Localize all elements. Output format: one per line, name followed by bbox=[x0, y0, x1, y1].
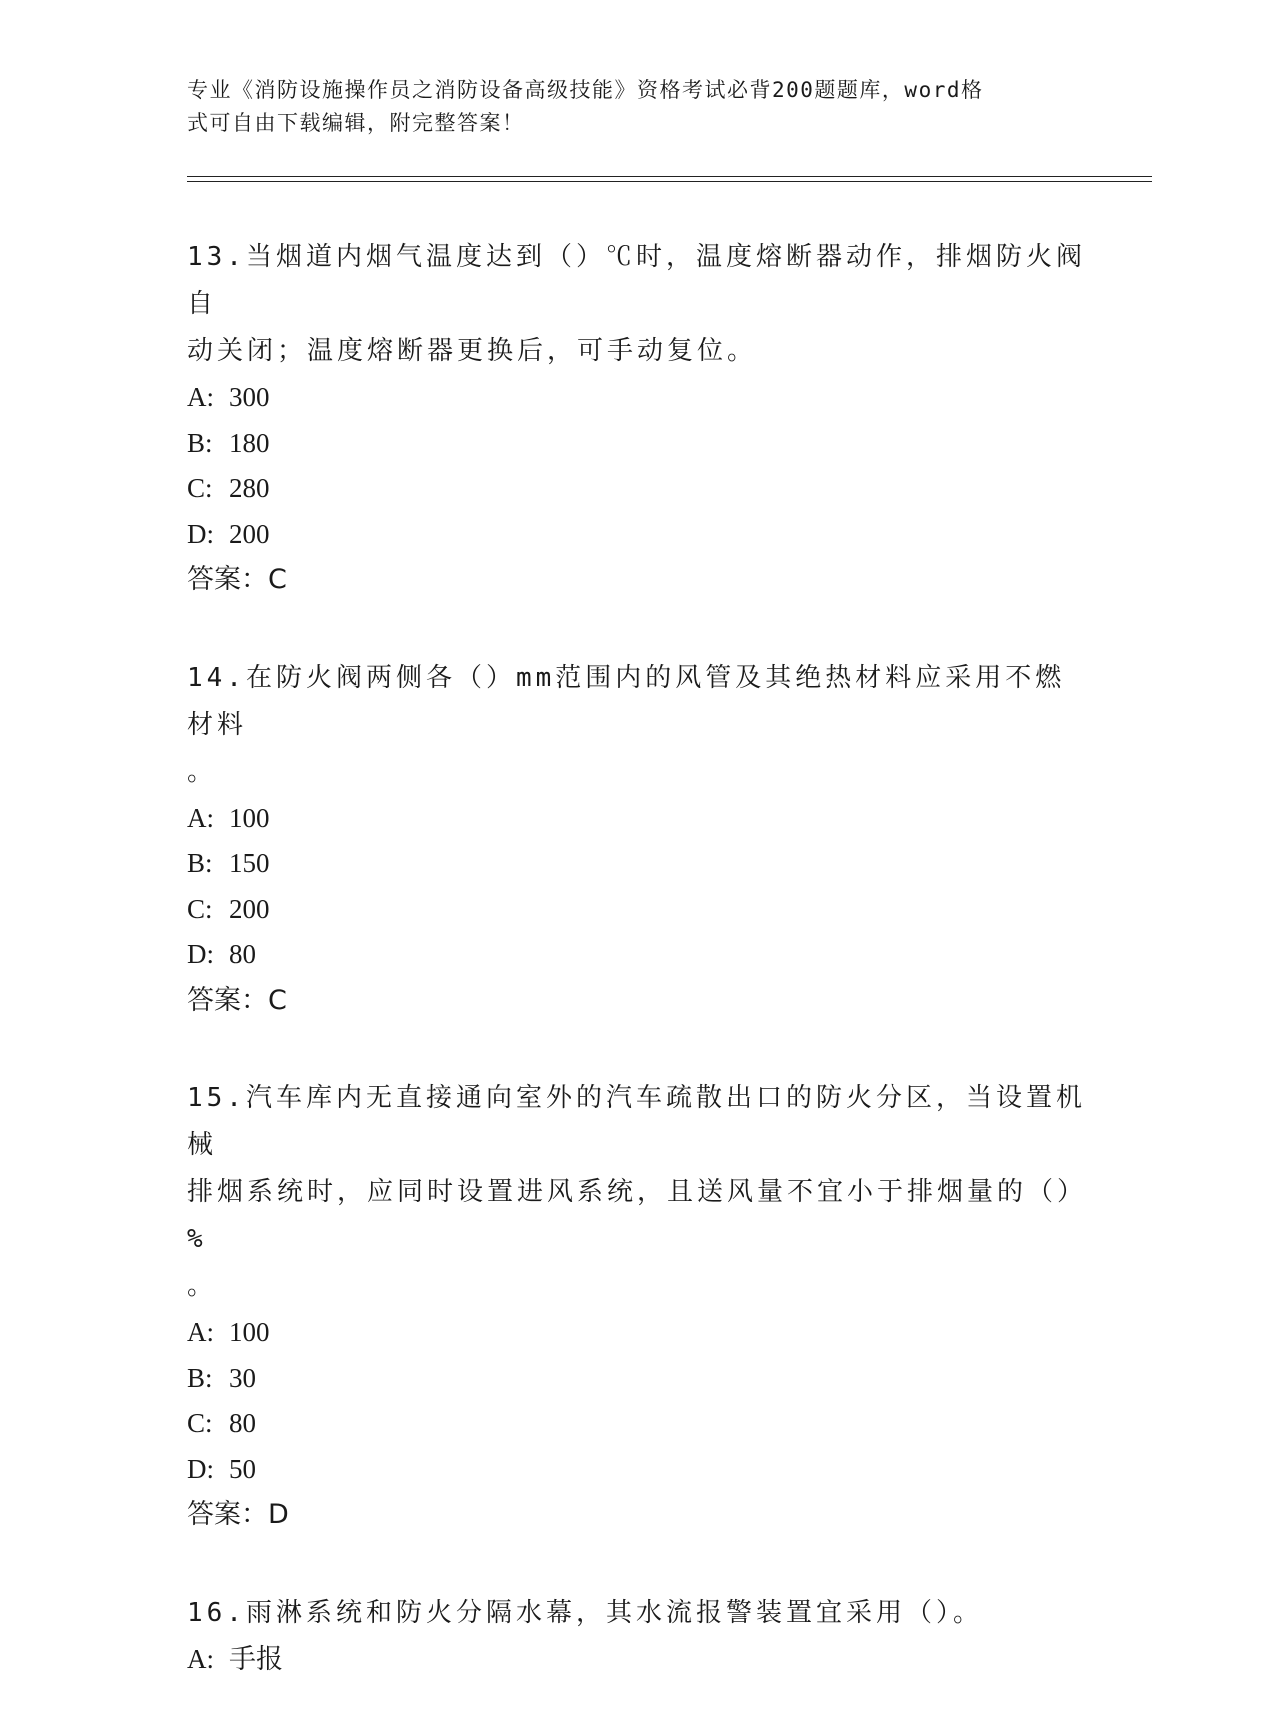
header-divider-bottom bbox=[187, 181, 1152, 182]
option-text: 300 bbox=[229, 382, 270, 412]
option-label: C: bbox=[187, 1408, 213, 1438]
option-b bbox=[187, 421, 1087, 467]
question-stem-line: 16.雨淋系统和防火分隔水幕，其水流报警装置宜采用（）。 bbox=[187, 1597, 983, 1628]
option-label: D: bbox=[187, 939, 214, 969]
option-text: 280 bbox=[229, 473, 270, 503]
option-d bbox=[187, 512, 1087, 558]
option-b bbox=[187, 1356, 1087, 1402]
option-text: 100 bbox=[229, 1317, 270, 1347]
option-label: A: bbox=[187, 382, 214, 412]
option-text: 100 bbox=[229, 802, 270, 833]
option-c bbox=[187, 887, 1087, 933]
question-list bbox=[187, 234, 1087, 1734]
option-a bbox=[187, 375, 1087, 421]
option-label: A: bbox=[187, 1643, 214, 1674]
question-stem-line: 排烟系统时，应同时设置进风系统，且送风量不宜小于排烟量的（）% bbox=[187, 1177, 1088, 1254]
option-label: C: bbox=[187, 893, 213, 924]
option-d bbox=[187, 932, 1087, 978]
option-c bbox=[187, 466, 1087, 512]
header-line-1: 专业《消防设施操作员之消防设备高级技能》资格考试必背200题题库，word格 bbox=[187, 78, 984, 102]
option-a bbox=[187, 1310, 1087, 1356]
question-14 bbox=[187, 655, 1087, 1024]
question-stem-line: 。 bbox=[187, 756, 218, 787]
answer-line: 答案：C bbox=[187, 984, 287, 1016]
question-stem-line: 14.在防火阀两侧各（）mm范围内的风管及其绝热材料应采用不燃材料 bbox=[187, 662, 1066, 740]
question-13 bbox=[187, 234, 1087, 603]
option-text: 30 bbox=[229, 1362, 256, 1393]
option-text: 80 bbox=[229, 1408, 256, 1438]
option-text: 手报 bbox=[229, 1643, 283, 1674]
option-text: 150 bbox=[229, 848, 270, 878]
answer-line: 答案：C bbox=[187, 564, 287, 595]
answer-line: 答案：D bbox=[187, 1499, 289, 1530]
option-label: C: bbox=[187, 473, 213, 503]
option-label: B: bbox=[187, 848, 213, 878]
option-label: A: bbox=[187, 802, 214, 833]
option-label: B: bbox=[187, 1362, 213, 1393]
option-b bbox=[187, 841, 1087, 887]
question-16 bbox=[187, 1590, 1087, 1683]
option-a bbox=[187, 796, 1087, 842]
header-line-2: 式可自由下载编辑，附完整答案！ bbox=[187, 111, 525, 135]
question-stem-line: 15.汽车库内无直接通向室外的汽车疏散出口的防火分区，当设置机械 bbox=[187, 1083, 1086, 1160]
option-text: 50 bbox=[229, 1453, 256, 1484]
option-label: D: bbox=[187, 518, 214, 549]
option-text: 180 bbox=[229, 427, 270, 458]
header-divider-top bbox=[187, 176, 1152, 177]
option-c bbox=[187, 1401, 1087, 1447]
option-d bbox=[187, 1447, 1087, 1493]
document-header bbox=[187, 74, 1087, 140]
option-text: 200 bbox=[229, 893, 270, 924]
option-text: 80 bbox=[229, 939, 256, 969]
option-a bbox=[187, 1637, 1087, 1683]
question-15 bbox=[187, 1075, 1087, 1538]
option-label: B: bbox=[187, 427, 213, 458]
option-label: D: bbox=[187, 1453, 214, 1484]
question-stem-line: 13.当烟道内烟气温度达到（）℃时，温度熔断器动作，排烟防火阀自 bbox=[187, 242, 1086, 319]
option-label: A: bbox=[187, 1317, 214, 1347]
question-stem-line: 。 bbox=[187, 1271, 218, 1301]
option-text: 200 bbox=[229, 518, 270, 549]
question-stem-line: 动关闭；温度熔断器更换后，可手动复位。 bbox=[187, 336, 758, 366]
